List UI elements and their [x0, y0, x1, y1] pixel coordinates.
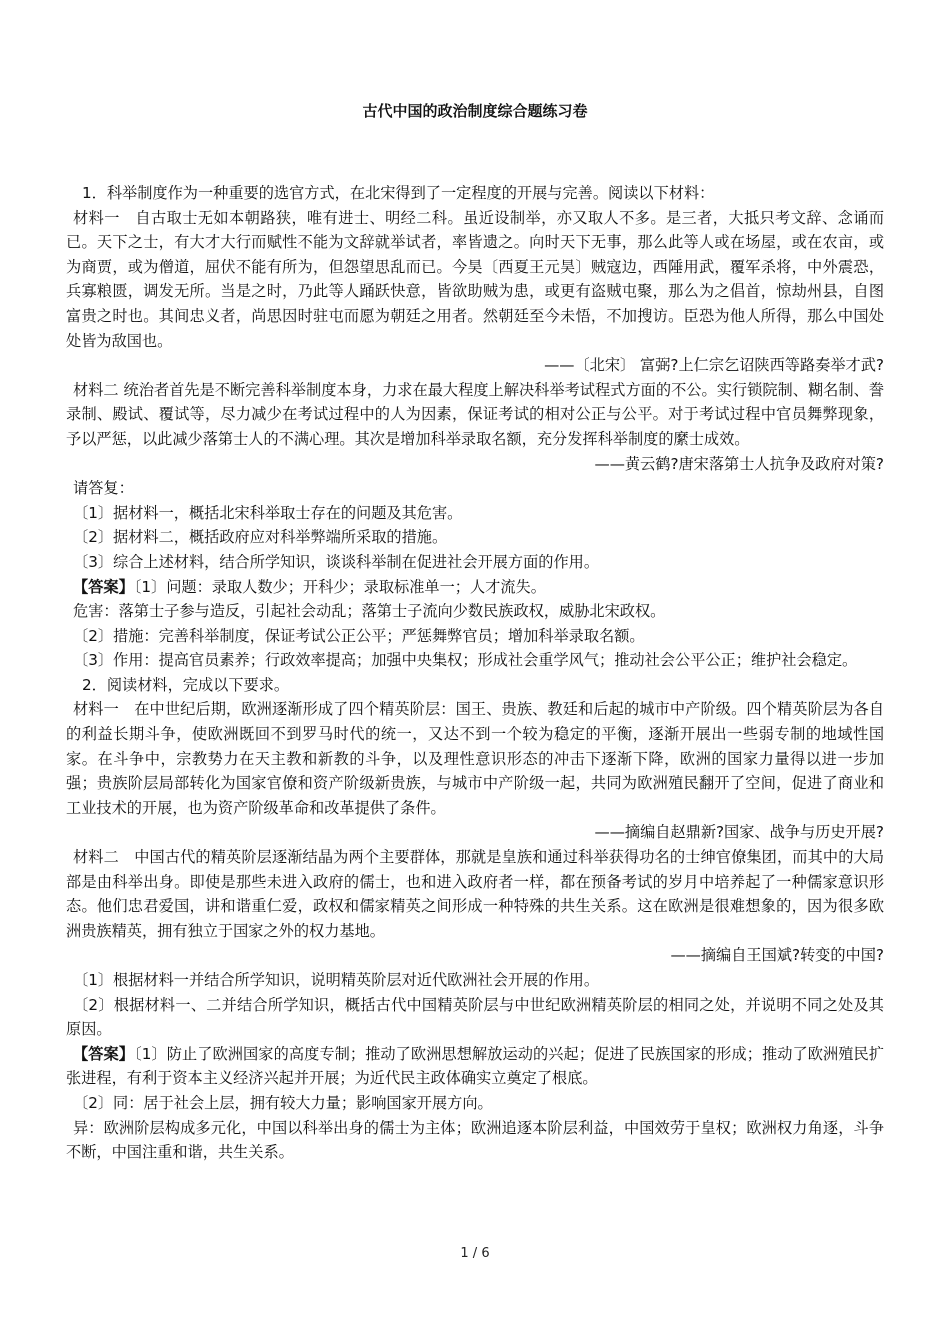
- q2-answer-1-text: 〔1〕防止了欧洲国家的高度专制；推动了欧洲思想解放运动的兴起；促进了民族国家的形成；推动了欧洲殖民扩张进程，有利于资本主义经济兴起并开展；为近代民主政体确实立奠定了根底。: [66, 1044, 884, 1088]
- q2-intro: 2．阅读材料，完成以下要求。: [82, 675, 290, 694]
- q2-answer-2: 〔2〕同：居于社会上层，拥有较大力量；影响国家开展方向。: [73, 1093, 493, 1112]
- q2-answer-2b: 异：欧洲阶层构成多元化，中国以科举出身的儒士为主体；欧洲追逐本阶层利益，中国效劳于皇权；欧洲权力角逐，斗争不断，中国注重和谐，共生关系。: [66, 1118, 884, 1162]
- q1-answer-3: 〔3〕作用：提高官员素养；行政效率提高；加强中央集权；形成社会重学风气；推动社会公平公正；维护社会稳定。: [73, 651, 858, 670]
- q2-question-2: 〔2〕根据材料一、二并结合所学知识，概括古代中国精英阶层与中世纪欧洲精英阶层的相同之处，并说明不同之处及其原因。: [66, 995, 884, 1039]
- q2-question-1: 〔1〕根据材料一并结合所学知识，说明精英阶层对近代欧洲社会开展的作用。: [73, 971, 600, 989]
- q1-answer-1-text: 〔1〕问题：录取人数少；开科少；录取标准单一；人才流失。: [133, 577, 546, 596]
- q1-source-1: ——〔北宋〕 富弼?上仁宗乞诏陕西等路奏举才武?: [544, 356, 884, 375]
- q1-source-2: ——黄云鹤?唐宋落第士人抗争及政府对策?: [594, 454, 884, 473]
- q1-question-1: 〔1〕据材料一，概括北宋科举取士存在的问题及其危害。: [73, 503, 463, 522]
- answer-tag: 【答案】: [73, 1044, 135, 1063]
- q2-material-2: 材料二 中国古代的精英阶层逐渐结晶为两个主要群体，那就是皇族和通过科举获得功名的士绅官僚集团，而其中的大局部是由科举出身。即使是那些未进入政府的儒士，也和进入政府者一样，都在预备考试的岁月中培养起了一种儒家意识形态。他们忠君爱国，讲和谐重仁爱，政权和儒家精英之间形成一种特殊的共生关系。这在欧洲是很难想象的，因为很多欧洲贵族精英，拥有独立于国家之外的权力基地。: [66, 848, 884, 940]
- q1-question-2: 〔2〕据材料二，概括政府应对科举弊端所采取的措施。: [73, 528, 448, 547]
- page-title: 古代中国的政治制度综合题练习卷: [362, 102, 588, 120]
- q2-answer-1: [66, 1042, 884, 1091]
- document-body: [66, 181, 884, 1165]
- q1-answer-1: [66, 575, 884, 600]
- q1-material-1: 材料一 自古取士无如本朝路狭，唯有进士、明经二科。虽近设制举，亦又取人不多。是三者，大抵只考文辞、念诵而已。天下之士，有大才大行而赋性不能为文辞就举试者，率皆遗之。向时天下无事，那么此等人或在场屋，或在农亩，或为商贾，或为僧道，屈伏不能有所为，但怨望思乱而已。今昊〔西夏王元昊〕贼寇边，西陲用武，覆军杀将，中外震恐，兵寡粮匮，调发无所。当是之时，乃此等人踊跃快意，皆欲助贼为患，或更有盗贼屯聚，那么为之倡首，惊劫州县，自图富贵之时也。其间忠义者，尚思因时驻屯而愿为朝廷之用者。然朝廷至今未悟，不加搜访。臣恐为他人所得，那么中国处处皆为敌国也。: [66, 208, 884, 350]
- q1-answer-1b: 危害：落第士子参与造反，引起社会动乱；落第士子流向少数民族政权，威胁北宋政权。: [73, 602, 666, 621]
- q1-answer-2: 〔2〕措施：完善科举制度，保证考试公正公平；严惩舞弊官员；增加科举录取名额。: [73, 626, 645, 645]
- q1-ask: 请答复：: [73, 479, 134, 498]
- q2-material-1: 材料一 在中世纪后期，欧洲逐渐形成了四个精英阶层：国王、贵族、教廷和后起的城市中产阶级。四个精英阶层为各自的利益长期斗争，使欧洲既回不到罗马时代的统一，又达不到一个较为稳定的平衡，逐渐开展出一些弱专制的地域性国家。在斗争中，宗教势力在天主教和新教的斗争，以及理性意识形态的冲击下逐渐下降，欧洲的国家力量得以进一步加强；贵族阶层局部转化为国家官僚和资产阶级新贵族，与城市中产阶级一起，共同为欧洲殖民翻开了空间，促进了商业和工业技术的开展，也为资产阶级革命和改革提供了条件。: [66, 700, 884, 817]
- answer-tag: 【答案】: [73, 577, 134, 596]
- q1-material-2: 材料二 统治者首先是不断完善科举制度本身，力求在最大程度上解决科举考试程式方面的不公。实行锁院制、糊名制、誊录制、殿试、覆试等，尽力减少在考试过程中的人为因素，保证考试的相对公正与公平。对于考试过程中官员舞弊现象，予以严惩，以此减少落第士人的不满心理。其次是增加科举录取名额，充分发挥科举制度的縻士成效。: [66, 380, 884, 448]
- page-number: 1 / 6: [460, 1246, 490, 1261]
- q1-question-3: 〔3〕综合上述材料，结合所学知识，谈谈科举制在促进社会开展方面的作用。: [73, 552, 600, 571]
- q1-intro: 1．科举制度作为一种重要的选官方式，在北宋得到了一定程度的开展与完善。阅读以下材料：: [82, 184, 715, 202]
- q2-source-2: ——摘编自王国斌?转变的中国?: [670, 946, 884, 965]
- q2-source-1: ——摘编自赵鼎新?国家、战争与历史开展?: [594, 823, 884, 842]
